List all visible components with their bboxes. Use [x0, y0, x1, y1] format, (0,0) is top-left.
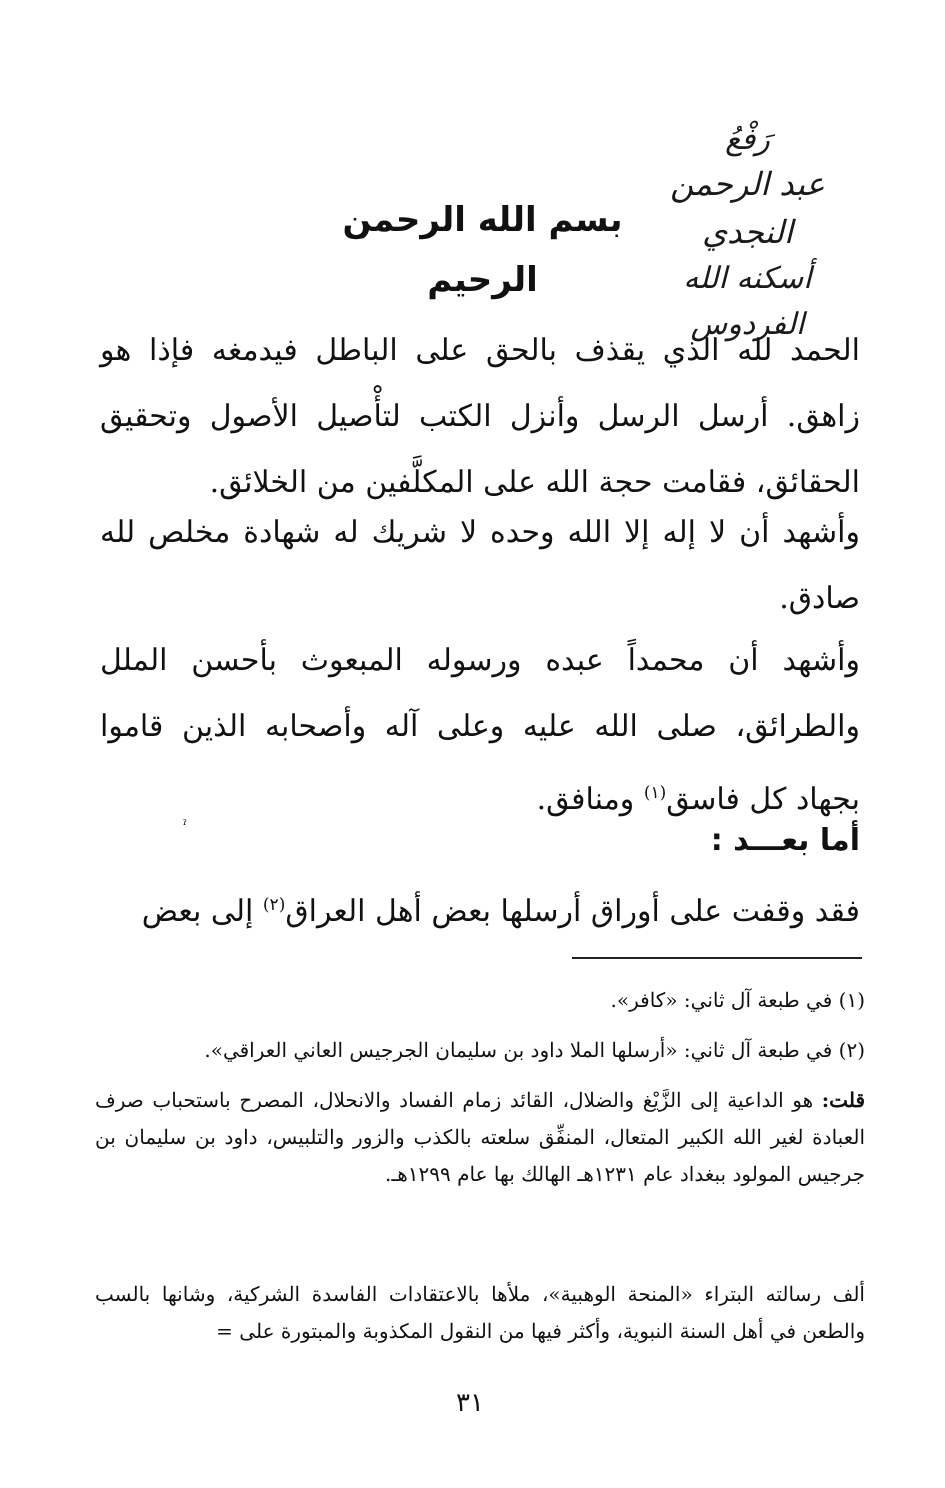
- paragraph-3: [100, 628, 860, 833]
- paragraph-3-end: ومنافق.: [536, 782, 644, 817]
- handwritten-stamp: [625, 120, 870, 342]
- footnote-divider: [572, 957, 862, 959]
- paragraph-5-end: إلى بعض: [141, 894, 263, 929]
- paragraph-1: الحمد لله الذي يقذف بالحق على الباطل فيدمغه فإذا هو زاهق. أرسل الرسل وأنزل الكتب لتأْصيل الأصول وتحقيق الحقائق، فقامت حجة الله على المكلَّفين من الخلائق.: [100, 333, 860, 500]
- stray-mark: ˀ: [183, 818, 187, 834]
- footnote-ref-1: (١): [643, 783, 667, 803]
- stamp-line-3: أسكنه الله الفردوس: [683, 261, 812, 342]
- paragraph-5-text: فقد وقفت على أوراق أرسلها بعض أهل العراق: [285, 894, 860, 929]
- paragraph-5: [100, 872, 860, 945]
- footnote-2-continuation: ألف رسالته البتراء «المنحة الوهبية»، ملأها بالاعتقادات الفاسدة الشركية، وشانها بالسب والطعن في أهل السنة النبوية، وأكثر فيها من النقول المكذوبة والمبتورة على =: [95, 1282, 865, 1343]
- page-number: ٣١: [456, 1388, 484, 1418]
- stamp-line-2: عبد الرحمن النجدي: [670, 165, 825, 251]
- stamp-line-1: رَفْعُ: [725, 122, 770, 157]
- footnote-comment-label: قلت:: [821, 1088, 865, 1112]
- footnote-1: (١) في طبعة آل ثاني: «كافر».: [610, 988, 865, 1012]
- basmala-heading: بسم الله الرحمن الرحيم: [342, 200, 623, 300]
- footnote-2: (٢) في طبعة آل ثاني: «أرسلها الملا داود بن سليمان الجرجيس العاني العراقي».: [204, 1038, 865, 1062]
- footnote-comment-text: هو الداعية إلى الزَّيْغ والضلال، القائد زمام الفساد والانحلال، المصرح باستحباب صرف العبادة لغير الله الكبير المتعال، المنفِّق سلعته بالكذب والزور والتلبيس، داود بن سليمان بن جرجيس المولود ببغداد عام ١٢٣١هـ الهالك بها عام ١٢٩٩هـ.: [95, 1088, 865, 1186]
- paragraph-2: وأشهد أن لا إله إلا الله وحده لا شريك له شهادة مخلص لله صادق.: [100, 515, 860, 616]
- footnote-2-comment: [95, 1082, 865, 1193]
- section-heading: أما بعـــد :: [710, 823, 860, 858]
- footnote-ref-2: (٢): [262, 895, 286, 915]
- paragraph-3-text: وأشهد أن محمداً عبده ورسوله المبعوث بأحسن الملل والطرائق، صلى الله عليه وعلى آله وأصحابه الذين قاموا بجهاد كل فاسق: [100, 643, 860, 817]
